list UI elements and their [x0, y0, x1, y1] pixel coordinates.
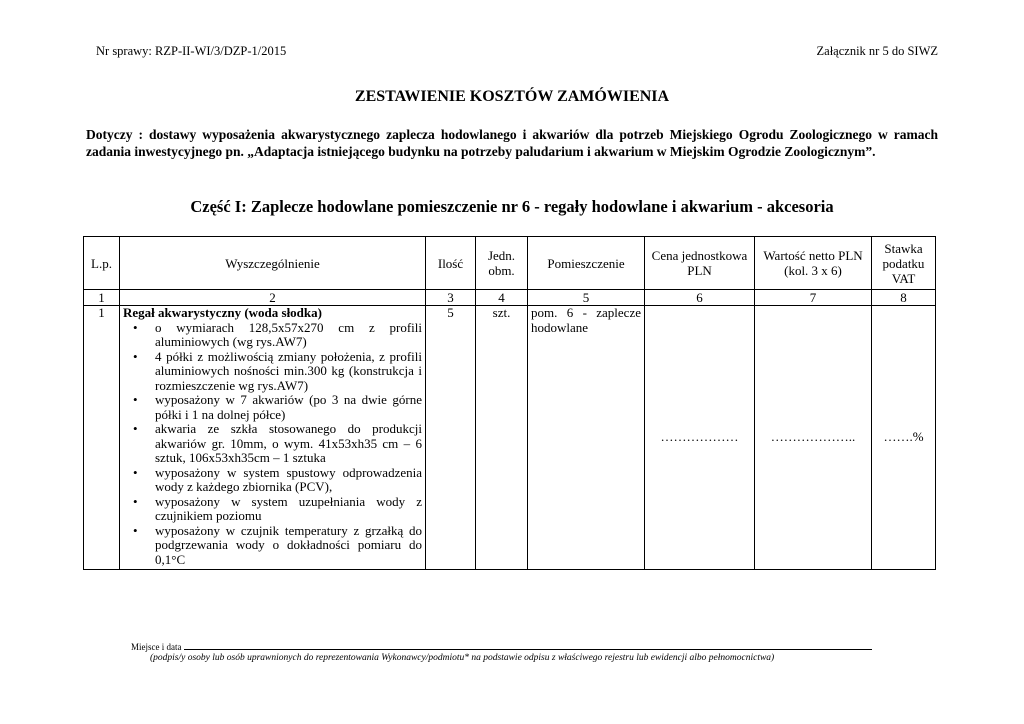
- row-unit-price: ………………: [645, 306, 755, 570]
- column-number-row: [84, 290, 936, 306]
- header-net-value: Wartość netto PLN (kol. 3 x 6): [755, 237, 872, 290]
- document-title: ZESTAWIENIE KOSZTÓW ZAMÓWIENIA: [354, 88, 670, 105]
- row-item: [120, 306, 426, 570]
- col-number: 8: [872, 290, 936, 306]
- col-number: 2: [120, 290, 426, 306]
- header-room: Pomieszczenie: [528, 237, 645, 290]
- intro-paragraph: Dotyczy : dostawy wyposażenia akwarystycznego zaplecza hodowlanego i akwariów dla potrzeb Miejskiego Ogrodu Zoologicznego w ramach zadania inwestycyjnego pn. „Adaptacja istniejącego budynku na potrzeby paludarium i akwarium w Miejskim Ogrodzie Zoologicznym”.: [86, 127, 938, 159]
- row-vat: …….%: [872, 306, 936, 570]
- col-number: 4: [476, 290, 528, 306]
- row-qty: 5: [426, 306, 476, 570]
- signature-line: [131, 641, 891, 652]
- spec-item: • wyposażony w 7 akwariów (po 3 na dwie górne półki i 1 na dolnej półce): [133, 392, 422, 422]
- spec-item: • wyposażony w system spustowy odprowadzenia wody z każdego zbiornika (PCV),: [133, 464, 422, 494]
- cost-table: [83, 236, 936, 570]
- col-number: 3: [426, 290, 476, 306]
- header-unit: Jedn. obm.: [476, 237, 528, 290]
- bullet-icon: •: [133, 522, 138, 538]
- row-lp: 1: [84, 306, 120, 570]
- bullet-icon: •: [133, 464, 138, 480]
- place-date-label: Miejsce i data: [131, 642, 182, 652]
- case-number: Nr sprawy: RZP-II-WI/3/DZP-1/2015: [96, 44, 287, 58]
- spec-item: • 4 półki z możliwością zmiany położenia, z profili aluminiowych nośności min.300 kg (konstrukcja i rozmieszczenie wg rys.AW7): [133, 348, 422, 393]
- bullet-icon: •: [133, 348, 138, 364]
- col-number: 7: [755, 290, 872, 306]
- signature-note: (podpis/y osoby lub osób uprawnionych do reprezentowania Wykonawcy/podmiotu* na podstawie odpisu z właściwego rejestru lub ewidencji albo pełnomocnictwa): [150, 653, 775, 663]
- row-net-value: ………………..: [755, 306, 872, 570]
- header-unit-price: Cena jednostkowa PLN: [645, 237, 755, 290]
- part-title: Część I: Zaplecze hodowlane pomieszczenie nr 6 - regały hodowlane i akwarium - akcesoria: [190, 197, 834, 216]
- header-vat: Stawka podatku VAT: [872, 237, 936, 290]
- table-row: [84, 306, 936, 570]
- item-specs: [123, 321, 422, 568]
- col-number: 6: [645, 290, 755, 306]
- spec-item: • o wymiarach 128,5x57x270 cm z profili aluminiowych (wg rys.AW7): [133, 319, 422, 349]
- col-number: 5: [528, 290, 645, 306]
- spec-item: • wyposażony w system uzupełniania wody z czujnikiem poziomu: [133, 493, 422, 523]
- item-title: Regał akwarystyczny (woda słodka): [123, 305, 322, 320]
- table-header-row: [84, 237, 936, 290]
- row-unit: szt.: [476, 306, 528, 570]
- col-number: 1: [84, 290, 120, 306]
- row-room: pom. 6 - zaplecze hodowlane: [528, 306, 645, 570]
- spec-item: • wyposażony w czujnik temperatury z grzałką do podgrzewania wody o dokładności pomiaru do 0,1°C: [133, 522, 422, 567]
- bullet-icon: •: [133, 421, 138, 436]
- attachment-label: Załącznik nr 5 do SIWZ: [816, 44, 938, 58]
- bullet-icon: •: [133, 319, 138, 335]
- bullet-icon: •: [133, 392, 138, 407]
- signature-underline: [184, 641, 872, 650]
- bullet-icon: •: [133, 493, 138, 509]
- header-qty: Ilość: [426, 237, 476, 290]
- header-lp: L.p.: [84, 237, 120, 290]
- spec-item: • akwaria ze szkła stosowanego do produkcji akwariów gr. 10mm, o wym. 41x53xh35 cm – 6 sztuk, 106x53xh35cm – 1 sztuka: [133, 421, 422, 465]
- header-item: Wyszczególnienie: [120, 237, 426, 290]
